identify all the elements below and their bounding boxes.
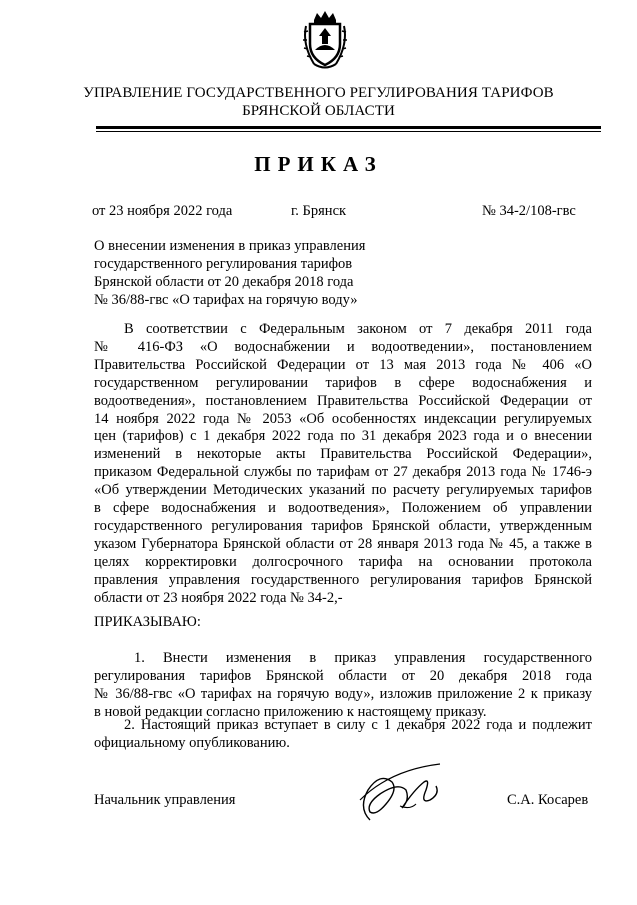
preamble-line: государственном регулировании тарифов в сфере водоснабжения и [94, 374, 592, 391]
subject-line: государственного регулирования тарифов [94, 256, 353, 272]
preamble-line: приказом Федеральной службы по тарифам от 27 декабря 2013 года № 1746-э [94, 464, 592, 481]
preamble-paragraph [94, 321, 592, 608]
document-city: г. Брянск [291, 203, 347, 219]
order-item-2 [94, 717, 592, 753]
preamble-line: 14 ноября 2022 года № 2053 «Об особенностях индексации регулируемых [94, 410, 592, 427]
order-item-1 [94, 650, 592, 722]
document-title: ПРИКАЗ [254, 152, 383, 176]
preamble-line: государственного регулирования тарифов Брянской области, утвержденным [94, 517, 592, 534]
document-subject [94, 237, 394, 309]
order-word: ПРИКАЗЫВАЮ: [94, 614, 201, 630]
subject-line: О внесении изменения в приказ управления [94, 238, 366, 254]
preamble-line: цен (тарифов) с 1 декабря 2022 года по 31 декабря 2023 года и о внесении [94, 428, 592, 445]
document-number: № 34-2/108-гвс [482, 203, 576, 219]
order-item-line: 1. Внести изменения в приказ управления государственного [134, 650, 592, 666]
preamble-line: Правительства Российской Федерации от 13 мая 2013 года № 406 «О [94, 356, 592, 373]
preamble-line: «Об утверждении Методических указаний по расчету регулируемых тарифов [94, 482, 592, 499]
signatory-name: С.А. Косарев [507, 792, 589, 808]
order-item-line: 2. Настоящий приказ вступает в силу с 1 декабря 2022 года и подлежит [124, 717, 592, 733]
signatory-position: Начальник управления [94, 792, 236, 808]
subject-line: Брянской области от 20 декабря 2018 года [94, 274, 354, 290]
header-divider-thin [96, 131, 601, 132]
preamble-line: области от 23 ноября 2022 года № 34-2,- [94, 589, 343, 606]
order-item-line: регулирования тарифов Брянской области от 20 декабря 2018 года [94, 667, 592, 684]
preamble-line: изменений в некоторые акты Правительства Российской Федерации», [94, 446, 592, 463]
header-divider-thick [96, 126, 601, 129]
preamble-line: в сфере водоснабжения и водоотведения», Положением об управлении [94, 500, 592, 517]
order-item-line: официальному опубликованию. [94, 734, 290, 751]
document-date: от 23 ноября 2022 года [92, 203, 233, 219]
preamble-line: указом Губернатора Брянской области от 28 января 2013 года № 45, а также в [94, 535, 592, 552]
preamble-line: водоотведения», постановлением Правительства Российской Федерации от [94, 392, 592, 409]
subject-line: № 36/88-гвс «О тарифах на горячую воду» [94, 292, 358, 308]
preamble-line: целях корректировки долгосрочного тарифа на основании протокола [94, 553, 592, 570]
coat-of-arms-icon [300, 10, 350, 72]
preamble-line: В соответствии с Федеральным законом от 7 декабря 2011 года [124, 321, 592, 337]
preamble-line: правления управления государственного регулирования тарифов Брянской [94, 571, 592, 588]
order-item-line: № 36/88-гвс «О тарифах на горячую воду», изложив приложение 2 к приказу [94, 685, 592, 702]
preamble-line: № 416-ФЗ «О водоснабжении и водоотведении», постановлением [94, 338, 592, 355]
organization-name-line1: УПРАВЛЕНИЕ ГОСУДАРСТВЕННОГО РЕГУЛИРОВАНИЯ ТАРИФОВ [83, 85, 554, 101]
handwritten-signature-icon [340, 760, 460, 830]
organization-name-line2: БРЯНСКОЙ ОБЛАСТИ [242, 103, 395, 119]
order-item-line: в новой редакции согласно приложению к настоящему приказу. [94, 703, 487, 720]
